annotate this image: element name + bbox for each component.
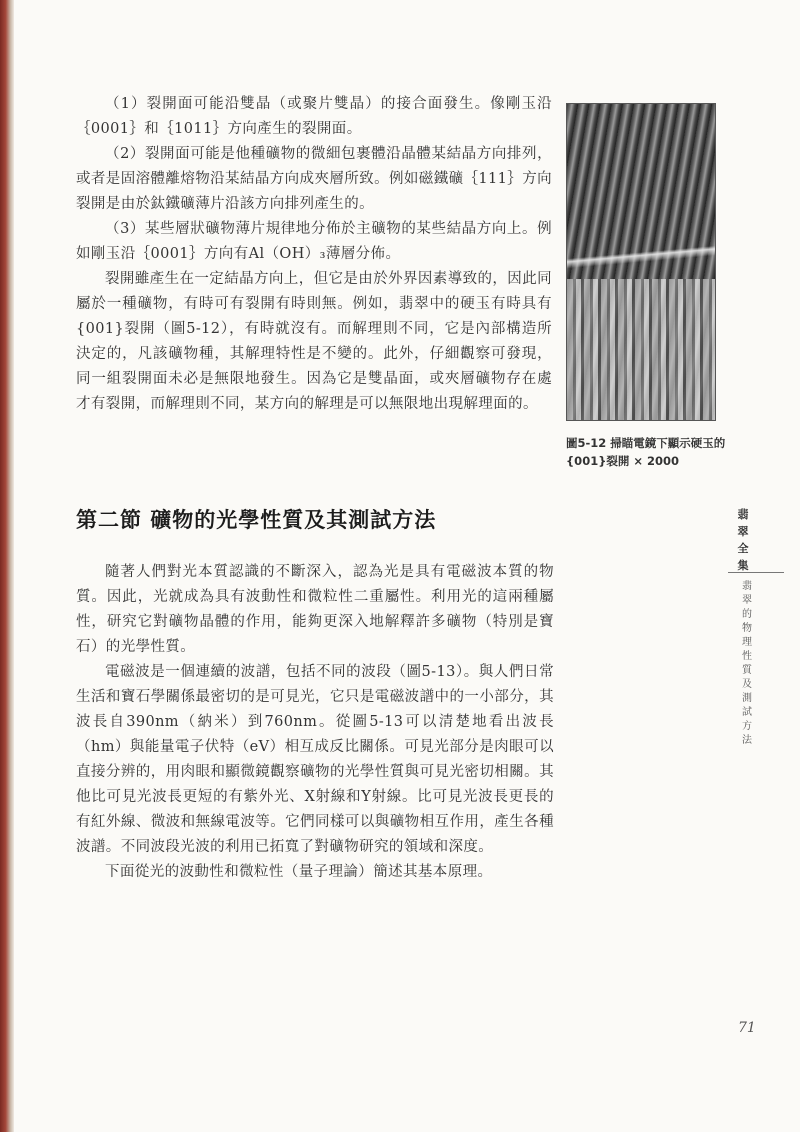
paragraph-4: 裂開雖產生在一定結晶方向上，但它是由於外界因素導致的，因此同屬於一種礦物，有時可有裂開有時則無。例如，翡翠中的硬玉有時具有{001}裂開（圖5-12），有時就沒有。而解理則不同，它是內部構造所決定的，凡該礦物種，其解理特性是不變的。此外，仔細觀察可發現，同一組裂開面未必是無限地發生。因為它是雙晶面，或夾層礦物存在處才有裂開，而解理則不同，某方向的解理是可以無限地出現解理面的。	[76, 271, 552, 412]
body-text-top	[76, 92, 552, 417]
sem-micrograph-figure	[566, 103, 716, 421]
figure-caption: 圖5-12 掃瞄電鏡下顯示硬玉的{001}裂開 × 2000	[566, 436, 726, 468]
page-number: 71	[738, 1020, 756, 1036]
running-side-subtitle: 翡翠的物理性質及測試方法	[742, 581, 752, 746]
running-side-title: 翡翠全集	[737, 508, 749, 572]
paragraph-6: 電磁波是一個連續的波譜，包括不同的波段（圖5-13）。與人們日常生活和寶石學關係最密切的是可見光，它只是電磁波譜中的一小部分，其波長自390nm（納米）到760nm。從圖5-13可以清楚地看出波長（hm）與能量電子伏特（eV）相互成反比關係。可見光部分是肉眼可以直接分辨的，用肉眼和顯微鏡觀察礦物的光學性質與可見光密切相關。其他比可見光波長更短的有紫外光、X射線和Y射線。比可見光波長更長的有紅外線、微波和無線電波等。它們同樣可以與礦物相互作用，產生各種波譜。不同波段光波的利用已拓寬了對礦物研究的領域和深度。	[76, 664, 554, 855]
section-heading: 第二節 礦物的光學性質及其測試方法	[76, 508, 437, 532]
paragraph-2: （2）裂開面可能是他種礦物的微細包裹體沿晶體某結晶方向排列，或者是固溶體離熔物沿某結晶方向成夾層所致。例如磁鐵礦｛111｝方向裂開是由於鈦鐵礦薄片沿該方向排列產生的。	[76, 146, 552, 212]
crystal-texture	[567, 279, 715, 420]
paragraph-7: 下面從光的波動性和微粒性（量子理論）簡述其基本原理。	[105, 864, 493, 880]
paragraph-3: （3）某些層狀礦物薄片規律地分佈於主礦物的某些結晶方向上。例如剛玉沿｛0001｝方向有Al（OH）₃薄層分佈。	[76, 221, 552, 262]
book-spine-edge	[0, 0, 14, 1132]
paragraph-5: 隨著人們對光本質認識的不斷深入，認為光是具有電磁波本質的物質。因此，光就成為具有波動性和微粒性二重屬性。利用光的這兩種屬性，研究它對礦物晶體的作用，能夠更深入地解釋許多礦物（特別是寶石）的光學性質。	[76, 564, 554, 655]
paragraph-1: （1）裂開面可能沿雙晶（或聚片雙晶）的接合面發生。像剛玉沿｛0001｝和｛1011｝方向產生的裂開面。	[76, 96, 552, 137]
side-divider	[728, 572, 784, 573]
body-text-section	[76, 560, 554, 885]
